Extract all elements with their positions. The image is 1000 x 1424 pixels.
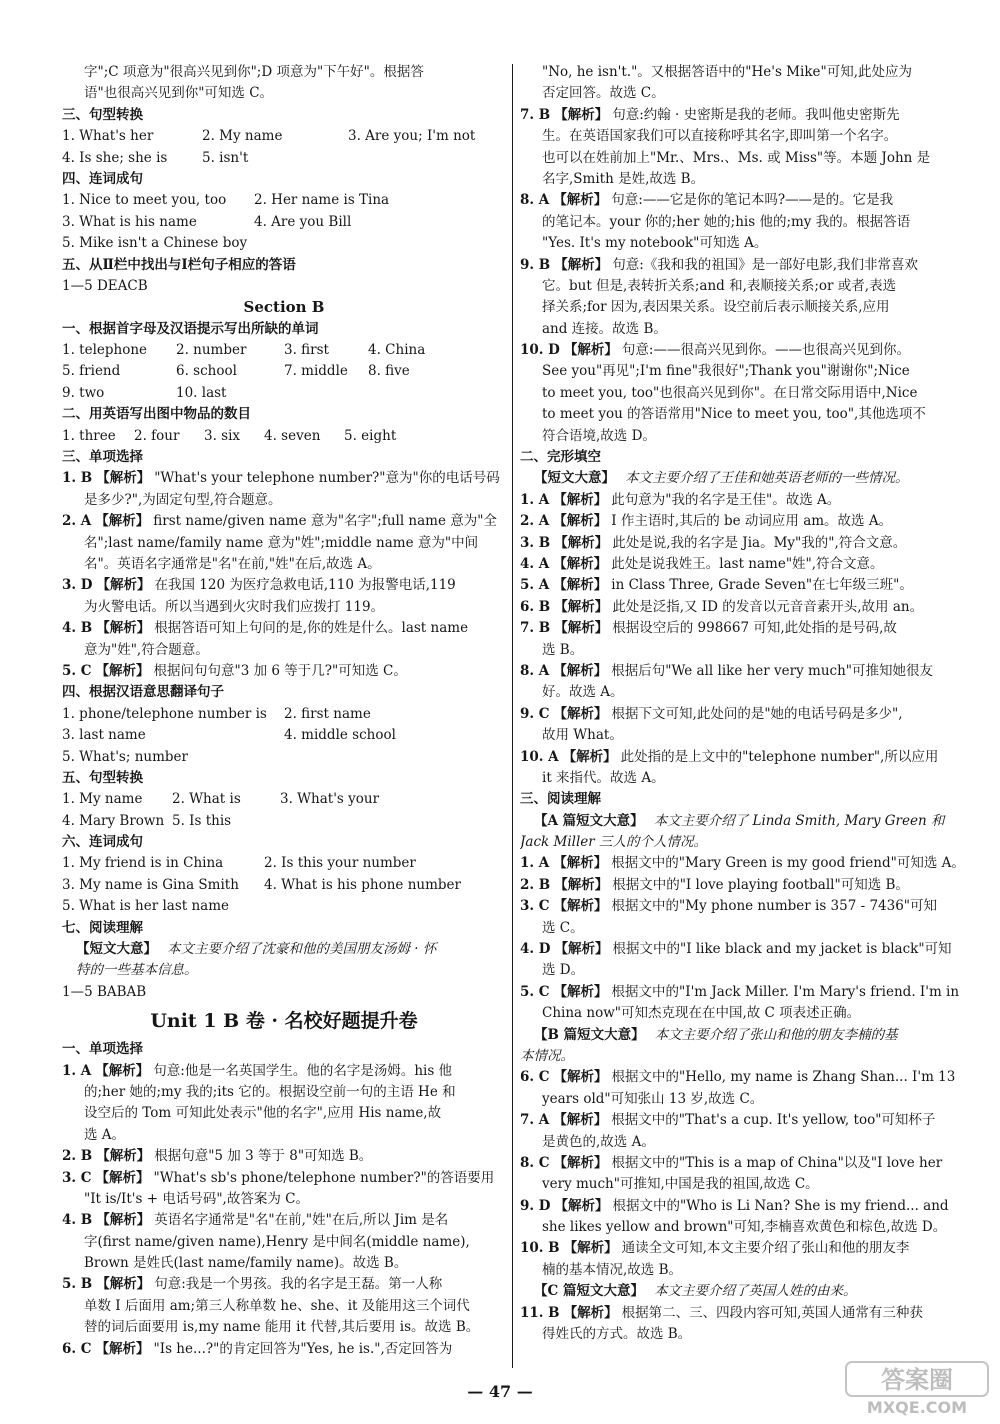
answer-text: 根据设空后的 998667 可知,此处指的是号码,故 [612, 620, 897, 637]
answer-continuation: 好。故选 A。 [542, 684, 624, 701]
answer-item [520, 1110, 968, 1131]
answer-number: 1. A [62, 1062, 92, 1079]
answer-number: 7. B [520, 620, 551, 637]
analysis-tag: 【解析】 [554, 620, 609, 637]
summary-tag: 【A 篇短文大意】 [534, 812, 644, 829]
answer-row [62, 383, 506, 404]
answer-number: 10. A [520, 748, 559, 765]
answer-cell: 3. last name [62, 727, 146, 744]
summary-tag: 【短文大意】 [534, 470, 615, 487]
summary-text: 本文主要介绍了英国人姓的由来。 [653, 1283, 857, 1300]
answer-continuation: 的笔记本。your 你的;her 她的;his 他的;my 我的。根据答语 [542, 213, 911, 230]
answer-continuation: 楠的基本情况,故选 B。 [542, 1261, 683, 1278]
answer-item [62, 661, 506, 682]
answer-cell: 2. Is this your number [264, 855, 416, 872]
answer-number: 9. C [520, 705, 550, 722]
answer-cell: 5. isn't [202, 149, 249, 166]
section-heading: 二、完形填空 [520, 449, 601, 466]
answer-continuation: 替的词后面要用 is,my name 能用 it 代替,其后要用 is。故选 B。 [84, 1319, 480, 1336]
answer-item [520, 939, 968, 960]
answer-text: 在我国 120 为医疗急救电话,110 为报警电话,119 [154, 577, 456, 594]
answer-row [62, 190, 506, 211]
section-heading: 二、用英语写出图中物品的数目 [62, 406, 251, 423]
section-heading: 五、从Ⅱ栏中找出与Ⅰ栏句子相应的答语 [62, 256, 296, 273]
answer-cell: 1. What's her [62, 128, 154, 145]
answer-number: 8. A [520, 192, 550, 209]
answer-row [62, 148, 506, 169]
answer-cell: 3. What's your [280, 791, 380, 808]
answer-cell: 1. telephone [62, 342, 148, 359]
summary-tag: 【短文大意】 [76, 941, 157, 958]
answer-item [520, 340, 968, 361]
answer-cell: 3. six [204, 427, 241, 444]
analysis-tag: 【解析】 [553, 192, 608, 209]
answer-line: 5. What is her last name [62, 898, 230, 915]
answer-item [520, 661, 968, 682]
analysis-tag: 【解析】 [95, 1169, 150, 1186]
answer-continuation: "It is/It's + 电话号码",故答案为 C。 [84, 1190, 309, 1207]
answer-continuation: she likes yellow and brown"可知,李楠喜欢黄色和棕色,故选 D。 [542, 1219, 947, 1236]
analysis-tag: 【解析】 [553, 1154, 608, 1171]
summary-line [520, 1281, 968, 1302]
answer-text: 此处是泛指,又 ID 的发音以元音音素开头,故用 an。 [612, 598, 924, 615]
answer-item [62, 575, 506, 596]
left-column [62, 62, 506, 1360]
answer-item [520, 875, 968, 896]
answer-row [62, 340, 506, 361]
answer-cell: 7. middle [284, 363, 348, 380]
answer-row [62, 725, 506, 746]
answer-cell: 2. four [134, 427, 180, 444]
answer-number: 4. B [62, 1212, 93, 1229]
answer-line: 1—5 DEACB [62, 277, 148, 294]
answer-item [520, 982, 968, 1003]
answer-text: "What's your telephone number?"意为"你的电话号码 [154, 470, 500, 487]
answer-continuation: 的;her 她的;my 我的;its 它的。根据设空前一句的主语 He 和 [84, 1083, 456, 1100]
analysis-tag: 【解析】 [553, 705, 608, 722]
analysis-tag: 【解析】 [563, 342, 618, 359]
answer-number: 6. C [520, 1069, 550, 1086]
answer-text: 根据文中的"Who is Li Nan? She is my friend... and [612, 1197, 949, 1214]
answer-continuation: 是多少?",为固定句型,符合题意。 [84, 491, 282, 508]
answer-continuation: to meet you 的答语常用"Nice to meet you, too",其他选项不 [542, 406, 926, 423]
answer-text: "What's sb's phone/telephone number?"的答语要用 [153, 1169, 495, 1186]
answer-item [520, 853, 968, 874]
answer-text: in Class Three, Grade Seven"在七年级三班"。 [611, 577, 913, 594]
summary-tag: 【C 篇短文大意】 [534, 1283, 644, 1300]
answer-number: 3. C [62, 1169, 92, 1186]
analysis-tag: 【解析】 [563, 1240, 618, 1257]
analysis-tag: 【解析】 [96, 1276, 151, 1293]
answer-text: 句意:他是一名英国学生。他的名字是汤姆。his 他 [153, 1062, 453, 1079]
answer-number: 4. B [62, 620, 93, 637]
answer-continuation: very much"可推知,中国是我的祖国,故选 C。 [542, 1176, 819, 1193]
answer-cell: 3. What is his name [62, 213, 197, 230]
answer-text: 此处是说,我的名字是 Jia。My"我的",符合文意。 [612, 534, 907, 551]
analysis-tag: 【解析】 [96, 1148, 151, 1165]
answer-cell: 6. school [176, 363, 237, 380]
answer-row [62, 426, 506, 447]
answer-continuation: 选 A。 [84, 1126, 126, 1143]
answer-cell: 4. What is his phone number [264, 876, 461, 893]
column-divider [512, 64, 513, 1368]
analysis-tag: 【解析】 [553, 662, 608, 679]
section-heading: 一、单项选择 [62, 1041, 143, 1058]
answer-row [62, 126, 506, 147]
answer-text: 英语名字通常是"名"在前,"姓"在后,所以 Jim 是名 [154, 1212, 449, 1229]
answer-row [62, 875, 506, 896]
analysis-tag: 【解析】 [553, 1069, 608, 1086]
answer-item [520, 1153, 968, 1174]
summary-continuation: 本情况。 [520, 1047, 574, 1064]
answer-item [520, 1196, 968, 1217]
answer-continuation: 否定回答。故选 C。 [542, 85, 665, 102]
answer-number: 5. A [520, 577, 550, 594]
answer-line: 5. What's; number [62, 748, 188, 765]
answer-number: 3. B [520, 534, 551, 551]
analysis-tag: 【解析】 [554, 876, 609, 893]
answer-text: 根据文中的"I love playing football"可知选 B。 [612, 876, 909, 893]
answer-item [520, 190, 968, 211]
answer-text: 根据后句"We all like her very much"可推知她很友 [611, 662, 933, 679]
answer-row [62, 704, 506, 725]
answer-continuation: See you"再见";I'm fine"我很好";Thank you"谢谢你";Nice [542, 363, 910, 380]
answer-item [520, 1067, 968, 1088]
answer-text: 此处指的是上文中的"telephone number",所以应用 [620, 748, 939, 765]
answer-text: 句意:约翰 · 史密斯是我的老师。我叫他史密斯先 [612, 106, 900, 123]
watermark-url: MXQE.COM [866, 1398, 968, 1417]
answer-cell: 5. eight [344, 427, 397, 444]
answer-text: first name/given name 意为"名字";full name 意为"全 [153, 513, 497, 530]
answer-number: 3. D [62, 577, 93, 594]
analysis-tag: 【解析】 [554, 106, 609, 123]
answer-item [62, 1146, 506, 1167]
answer-item [62, 511, 506, 532]
answer-item [520, 255, 968, 276]
answer-text: 根据文中的"Mary Green is my good friend"可知选 A。 [611, 855, 965, 872]
answer-text: 句意:——它是你的笔记本吗?——是的。它是我 [611, 192, 894, 209]
answer-cell: 1. three [62, 427, 116, 444]
answer-text: 根据答语可知上句问的是,你的姓是什么。last name [154, 620, 469, 637]
answer-number: 1. A [520, 491, 550, 508]
section-heading: 三、阅读理解 [520, 791, 601, 808]
answer-cell: 1. Nice to meet you, too [62, 192, 227, 209]
answer-item [62, 1168, 506, 1189]
analysis-tag: 【解析】 [553, 855, 608, 872]
summary-text: 本文主要介绍了沈豪和他的美国朋友汤姆 · 怀 [167, 941, 437, 958]
analysis-tag: 【解析】 [553, 983, 608, 1000]
answer-cell: 4. middle school [284, 727, 396, 744]
answer-item [62, 1061, 506, 1082]
section-heading: 三、句型转换 [62, 106, 143, 123]
answer-continuation: 语"也很高兴见到你"可知选 C。 [84, 85, 274, 102]
answer-item [62, 468, 506, 489]
answer-text: 根据文中的"Hello, my name is Zhang Shan... I'm 13 [611, 1069, 956, 1086]
answer-continuation: 字";C 项意为"很高兴见到你";D 项意为"下午好"。根据答 [84, 64, 424, 80]
answer-number: 5. C [62, 662, 92, 679]
analysis-tag: 【解析】 [96, 470, 151, 487]
answer-item [520, 597, 968, 618]
answer-number: 2. A [520, 513, 550, 530]
page-number: — 47 — [467, 1382, 533, 1401]
answer-continuation: 设空后的 Tom 可知此处表示"他的名字",应用 His name,故 [84, 1105, 442, 1122]
answer-item [520, 747, 968, 768]
section-title: Section B [243, 298, 325, 317]
answer-cell: 4. seven [264, 427, 321, 444]
watermark-logo [842, 1360, 992, 1418]
answer-cell: 3. first [284, 342, 329, 359]
analysis-tag: 【解析】 [554, 534, 609, 551]
answer-number: 5. B [62, 1276, 93, 1293]
answer-number: 10. D [520, 342, 560, 359]
answer-text: 此处是说我姓王。last name"姓",符合文意。 [611, 555, 884, 572]
answer-text: 句意:——很高兴见到你。——也很高兴见到你。 [621, 342, 910, 359]
answer-number: 11. B [520, 1304, 560, 1321]
answer-cell: 2. number [176, 342, 247, 359]
answer-continuation: "No, he isn't."。又根据答语中的"He's Mike"可知,此处应为 [542, 64, 912, 80]
analysis-tag: 【解析】 [554, 941, 609, 958]
analysis-tag: 【解析】 [553, 1112, 608, 1129]
analysis-tag: 【解析】 [96, 620, 151, 637]
answer-row [62, 361, 506, 382]
answer-cell: 2. first name [284, 705, 371, 722]
answer-number: 4. D [520, 941, 551, 958]
section-heading: 七、阅读理解 [62, 919, 143, 936]
unit-title: Unit 1 B 卷 · 名校好题提升卷 [150, 1010, 418, 1033]
analysis-tag: 【解析】 [554, 256, 609, 273]
answer-cell: 5. Is this [172, 812, 232, 829]
answer-item [520, 554, 968, 575]
answer-continuation: 生。在英语国家我们可以直接称呼其名字,即叫第一个名字。 [542, 128, 898, 145]
answer-continuation: China now"可知杰克现在在中国,故 C 项表述正确。 [542, 1005, 861, 1022]
analysis-tag: 【解析】 [553, 513, 608, 530]
answer-continuation: to meet you, too"也很高兴见到你"。在日常交际用语中,Nice [542, 384, 918, 401]
answer-continuation: Brown 是姓氏(last name/family name)。故选 B。 [84, 1255, 408, 1272]
analysis-tag: 【解析】 [554, 1197, 609, 1214]
answer-cell: 2. My name [202, 128, 283, 145]
answer-cell: 8. five [368, 363, 410, 380]
analysis-tag: 【解析】 [553, 898, 608, 915]
section-heading: 四、根据汉语意思翻译句子 [62, 684, 224, 701]
answer-text: 句意:我是一个男孩。我的名字是王磊。第一人称 [154, 1276, 443, 1293]
analysis-tag: 【解析】 [554, 598, 609, 615]
answer-cell: 1. My friend is in China [62, 855, 224, 872]
answer-number: 9. B [520, 256, 551, 273]
summary-text: 本文主要介绍了王佳和她英语老师的一些情况。 [625, 470, 909, 487]
analysis-tag: 【解析】 [95, 662, 150, 679]
answer-item [62, 1210, 506, 1231]
answer-continuation: and 连接。故选 B。 [542, 320, 667, 337]
answer-continuation: 它。but 但是,表转折关系;and 和,表顺接关系;or 或者,表选 [542, 277, 897, 294]
answer-number: 8. C [520, 1154, 550, 1171]
answer-number: 1. B [62, 470, 93, 487]
answer-number: 3. C [520, 898, 550, 915]
answer-item [62, 618, 506, 639]
right-column [520, 62, 968, 1345]
answer-number: 5. C [520, 983, 550, 1000]
answer-item [520, 896, 968, 917]
summary-line [520, 811, 968, 832]
answer-continuation: 单数 I 后面用 am;第三人称单数 he、she、it 及能用这三个词代 [84, 1297, 470, 1314]
watermark-title: 答案圈 [881, 1366, 953, 1394]
section-heading: 四、连词成句 [62, 170, 143, 187]
answer-continuation: 意为"姓",符合题意。 [84, 641, 209, 658]
answer-continuation: 名";last name/family name 意为"姓";middle name 意为"中间 [84, 534, 479, 551]
analysis-tag: 【解析】 [95, 1340, 150, 1357]
answer-number: 4. A [520, 555, 550, 572]
analysis-tag: 【解析】 [553, 555, 608, 572]
summary-line [62, 939, 506, 960]
answer-item [520, 1238, 968, 1259]
answer-cell: 10. last [176, 384, 227, 401]
answer-cell: 4. Are you Bill [254, 213, 352, 230]
answer-text: I 作主语时,其后的 be 动词应用 am。故选 A。 [611, 513, 893, 530]
answer-text: 通读全文可知,本文主要介绍了张山和他的朋友李 [621, 1240, 910, 1257]
answer-number: 1. A [520, 855, 550, 872]
answer-cell: 1. My name [62, 791, 143, 808]
answer-item [62, 1274, 506, 1295]
answer-text: 根据下文可知,此处问的是"她的电话号码是多少", [611, 705, 903, 722]
analysis-tag: 【解析】 [96, 1212, 151, 1229]
answer-cell: 1. phone/telephone number is [62, 705, 267, 722]
answer-cell: 2. What is [172, 791, 241, 808]
answer-row [62, 212, 506, 233]
answer-continuation: 故用 What。 [542, 727, 623, 744]
answer-item [520, 575, 968, 596]
answer-continuation: 为火警电话。所以当遇到火灾时我们应拨打 119。 [84, 598, 385, 615]
summary-continuation: Jack Miller 三人的个人情况。 [520, 834, 708, 851]
summary-text: 本文主要介绍了 Linda Smith, Mary Green 和 [653, 812, 945, 829]
answer-number: 6. C [62, 1340, 92, 1357]
answer-text: 根据文中的"I like black and my jacket is black"可知 [612, 941, 952, 958]
answer-text: 根据文中的"My phone number is 357 - 7436"可知 [611, 898, 938, 915]
answer-continuation: it 来指代。故选 A。 [542, 769, 665, 786]
answer-cell: 3. Are you; I'm not [348, 128, 476, 145]
answer-continuation: 择关系;for 因为,表因果关系。设空前后表示顺接关系,应用 [542, 299, 890, 316]
answer-number: 2. B [520, 876, 551, 893]
analysis-tag: 【解析】 [95, 513, 150, 530]
answer-item [520, 490, 968, 511]
answer-text: 根据第二、三、四段内容可知,英国人通常有三种获 [621, 1304, 923, 1321]
summary-tag: 【B 篇短文大意】 [534, 1026, 645, 1043]
answer-continuation: 名字,Smith 是姓,故选 B。 [542, 170, 705, 187]
answer-text: 根据文中的"This is a map of China"以及"I love her [611, 1154, 943, 1171]
answer-number: 10. B [520, 1240, 560, 1257]
section-heading: 三、单项选择 [62, 449, 143, 466]
analysis-tag: 【解析】 [562, 748, 617, 765]
answer-line: 1—5 BABAB [62, 983, 147, 1000]
answer-number: 7. A [520, 1112, 550, 1129]
analysis-tag: 【解析】 [553, 577, 608, 594]
answer-continuation: 得姓氏的方式。故选 B。 [542, 1326, 692, 1343]
answer-cell: 5. friend [62, 363, 121, 380]
answer-continuation: 也可以在姓前加上"Mr.、Mrs.、Ms. 或 Miss"等。本题 John 是 [542, 149, 931, 166]
answer-text: 此句意为"我的名字是王佳"。故选 A。 [611, 491, 841, 508]
answer-number: 6. B [520, 598, 551, 615]
answer-continuation: 名"。英语名字通常是"名"在前,"姓"在后,故选 A。 [84, 555, 381, 572]
answer-continuation: 选 B。 [542, 641, 584, 658]
answer-row [62, 789, 506, 810]
answer-number: 2. B [62, 1148, 93, 1165]
answer-item [520, 704, 968, 725]
answer-continuation: 选 D。 [542, 962, 585, 979]
answer-item [520, 105, 968, 126]
analysis-tag: 【解析】 [95, 1062, 150, 1079]
summary-text: 本文主要介绍了张山和他的朋友李楠的基 [654, 1026, 898, 1043]
answer-number: 9. D [520, 1197, 551, 1214]
answer-item [520, 511, 968, 532]
section-heading: 五、句型转换 [62, 769, 143, 786]
answer-cell: 4. Mary Brown [62, 812, 165, 829]
answer-number: 2. A [62, 513, 92, 530]
answer-cell: 4. Is she; she is [62, 149, 168, 166]
summary-line [520, 468, 968, 489]
analysis-tag: 【解析】 [96, 577, 151, 594]
answer-continuation: 是黄色的,故选 A。 [542, 1133, 655, 1150]
answer-line: 5. Mike isn't a Chinese boy [62, 235, 248, 252]
answer-item [520, 533, 968, 554]
answer-row [62, 853, 506, 874]
answer-number: 8. A [520, 662, 550, 679]
answer-number: 7. B [520, 106, 551, 123]
answer-text: 根据文中的"That's a cup. It's yellow, too"可知杯子 [611, 1112, 936, 1129]
answer-continuation: 选 C。 [542, 919, 584, 936]
answer-item [520, 1303, 968, 1324]
answer-row [62, 811, 506, 832]
section-heading: 一、根据首字母及汉语提示写出所缺的单词 [62, 320, 319, 337]
analysis-tag: 【解析】 [563, 1304, 618, 1321]
answer-text: 根据句意"5 加 3 等于 8"可知选 B。 [154, 1148, 373, 1165]
answer-cell: 4. China [368, 342, 426, 359]
answer-text: 根据问句句意"3 加 6 等于几?"可知选 C。 [153, 662, 407, 679]
analysis-tag: 【解析】 [553, 491, 608, 508]
summary-continuation: 特的一些基本信息。 [76, 962, 198, 979]
answer-continuation: years old"可知张山 13 岁,故选 C。 [542, 1090, 764, 1107]
answer-continuation: 字(first name/given name),Henry 是中间名(middle name), [84, 1233, 470, 1250]
answer-cell: 3. My name is Gina Smith [62, 876, 239, 893]
answer-item [62, 1339, 506, 1360]
answer-cell: 9. two [62, 384, 105, 401]
answer-text: 句意:《我和我的祖国》是一部好电影,我们非常喜欢 [612, 256, 919, 273]
section-heading: 六、连词成句 [62, 834, 143, 851]
answer-continuation: "Yes. It's my notebook"可知选 A。 [542, 235, 768, 252]
answer-text: 根据文中的"I'm Jack Miller. I'm Mary's friend. I'm in [611, 983, 960, 1000]
answer-continuation: 符合语境,故选 D。 [542, 427, 656, 444]
answer-text: "Is he...?"的肯定回答为"Yes, he is.",否定回答为 [153, 1340, 453, 1357]
answer-cell: 2. Her name is Tina [254, 192, 390, 209]
answer-item [520, 618, 968, 639]
summary-line [520, 1025, 968, 1046]
